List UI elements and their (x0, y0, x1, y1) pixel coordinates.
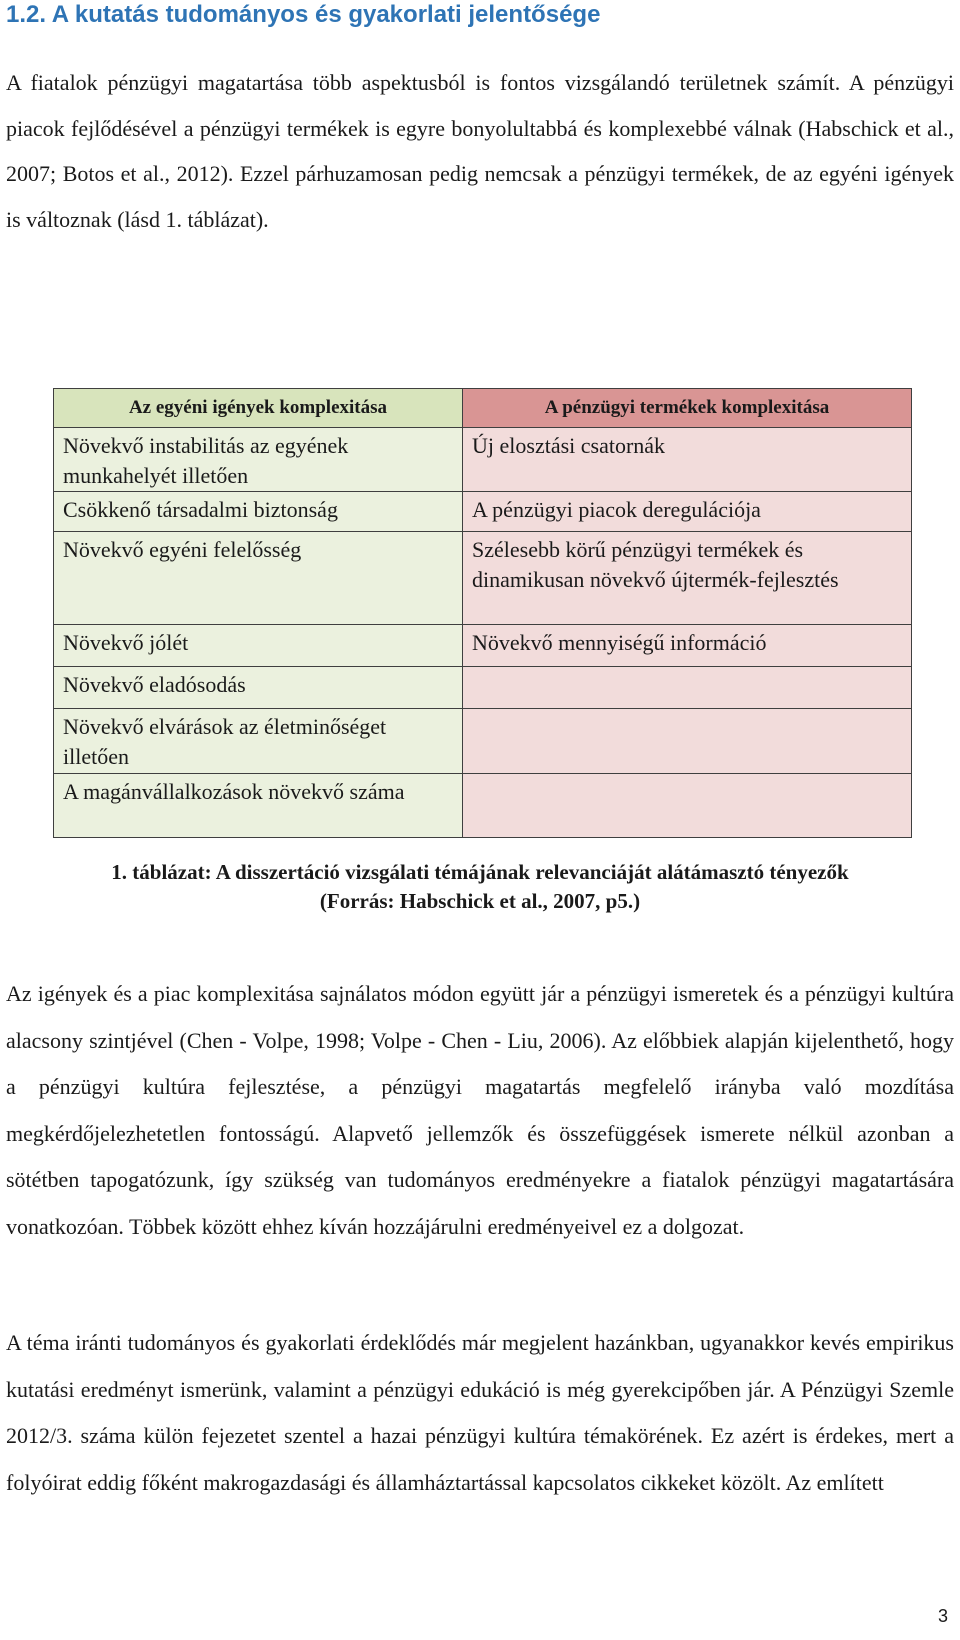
table-cell-needs: Növekvő eladósodás (54, 667, 463, 709)
complexity-table (53, 388, 912, 838)
table-row (54, 532, 912, 625)
table-row (54, 667, 912, 709)
table-header-individual-needs: Az egyéni igények komplexitása (54, 389, 463, 428)
paragraph-interest: A téma iránti tudományos és gyakorlati érdeklődés már megjelent hazánkban, ugyanakkor kevés empirikus kutatási eredményt ismerünk, valamint a pénzügyi edukáció is még gyerekcipőben jár. A Pénzügyi Szemle 2012/3. száma külön fejezetet szentel a hazai pénzügyi kultúra témakörének. Ez azért is érdekes, mert a folyóirat eddig főként makrogazdasági és államháztartással kapcsolatos cikkeket közölt. Az említett (6, 1330, 954, 1495)
table-header-row (54, 389, 912, 428)
table-caption-source: (Forrás: Habschick et al., 2007, p5.) (319, 889, 641, 913)
table-cell-products (463, 774, 912, 838)
table-cell-products (463, 709, 912, 774)
table-cell-products: Új elosztási csatornák (463, 428, 912, 492)
table-cell-needs: Növekvő elvárások az életminőséget illetően (54, 709, 463, 774)
table-caption: 1. táblázat: A disszertáció vizsgálati témájának relevanciáját alátámasztó tényezők (111, 860, 849, 884)
table-cell-products: A pénzügyi piacok deregulációja (463, 492, 912, 532)
page-number: 3 (937, 1606, 948, 1626)
table-cell-products (463, 667, 912, 709)
table-cell-products: Növekvő mennyiségű információ (463, 625, 912, 667)
table-header-financial-products: A pénzügyi termékek komplexitása (463, 389, 912, 428)
table-cell-needs: A magánvállalkozások növekvő száma (54, 774, 463, 838)
paragraph-complexity: Az igények és a piac komplexitása sajnálatos módon együtt jár a pénzügyi ismeretek és a pénzügyi kultúra alacsony szintjével (Chen - Volpe, 1998; Volpe - Chen - Liu, 2006). Az előbbiek alapján kijelenthető, hogy a pénzügyi kultúra fejlesztése, a pénzügyi magatartás megfelelő irányba való mozdítása megkérdőjelezhetetlen fontosságú. Alapvető jellemzők és összefüggések ismerete nélkül azonban a sötétben tapogatózunk, így szükség van tudományos eredményekre a fiatalok pénzügyi magatartására vonatkozóan. Többek között ehhez kíván hozzájárulni eredményeivel ez a dolgozat. (6, 981, 954, 1239)
table-cell-products: Szélesebb körű pénzügyi termékek és dinamikusan növekvő újtermék-fejlesztés (463, 532, 912, 625)
table-cell-needs: Növekvő instabilitás az egyének munkahelyét illetően (54, 428, 463, 492)
table-row (54, 625, 912, 667)
table-cell-needs: Csökkenő társadalmi biztonság (54, 492, 463, 532)
section-heading: 1.2. A kutatás tudományos és gyakorlati jelentősége (6, 1, 601, 28)
table-cell-needs: Növekvő egyéni felelősség (54, 532, 463, 625)
table-row (54, 774, 912, 838)
table-cell-needs: Növekvő jólét (54, 625, 463, 667)
table-row (54, 428, 912, 492)
table-row (54, 709, 912, 774)
paragraph-intro: A fiatalok pénzügyi magatartása több aspektusból is fontos vizsgálandó területnek számít. A pénzügyi piacok fejlődésével a pénzügyi termékek is egyre bonyolultabbá és komplexebbé válnak (Habschick et al., 2007; Botos et al., 2012). Ezzel párhuzamosan pedig nemcsak a pénzügyi termékek, de az egyéni igények is változnak (lásd 1. táblázat). (6, 70, 954, 232)
table-row (54, 492, 912, 532)
